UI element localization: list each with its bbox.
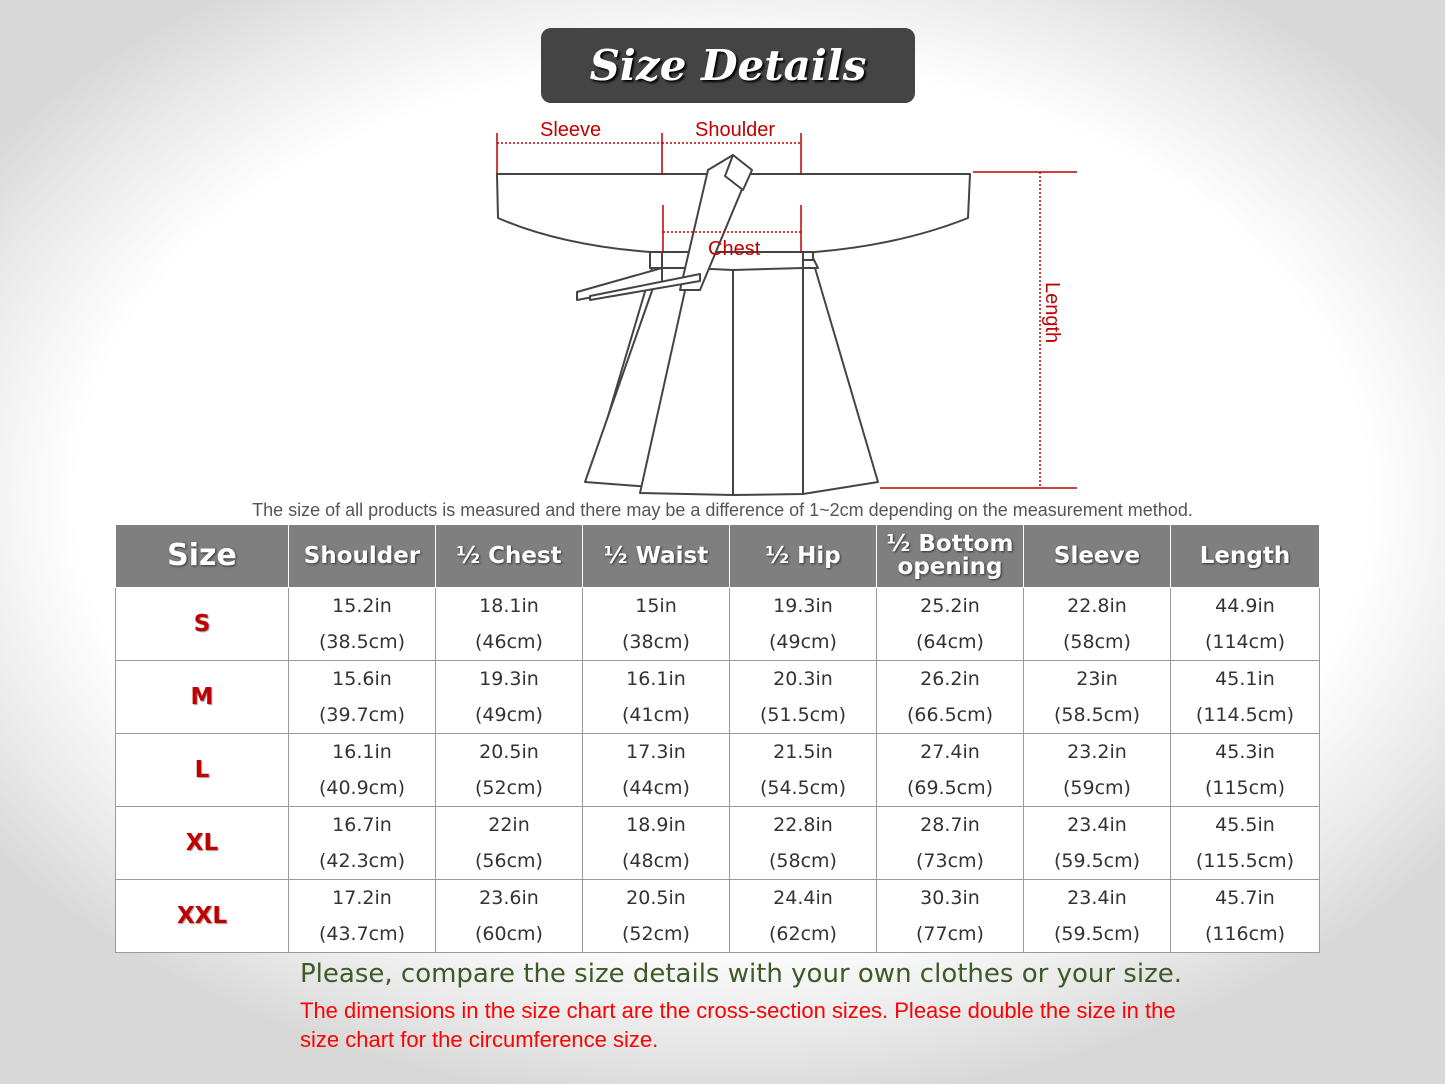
inch-value: 22.8in bbox=[1067, 595, 1127, 617]
dimension-note: The dimensions in the size chart are the cross-section sizes. Please double the size in the size chart for the circumference size. bbox=[300, 998, 1176, 1052]
cm-value: (48cm) bbox=[622, 850, 690, 872]
header-half-waist: ½ Waist bbox=[583, 525, 730, 588]
measurement-cell bbox=[436, 661, 583, 734]
inch-value: 28.7in bbox=[920, 814, 980, 836]
cm-value: (46cm) bbox=[475, 631, 543, 653]
measurement-cell bbox=[289, 734, 436, 807]
measurement-cell bbox=[1024, 880, 1171, 953]
measurement-cell bbox=[289, 661, 436, 734]
inch-value: 23.4in bbox=[1067, 814, 1127, 836]
cm-value: (38cm) bbox=[622, 631, 690, 653]
header-half-chest: ½ Chest bbox=[436, 525, 583, 588]
inch-value: 45.7in bbox=[1215, 887, 1275, 909]
measurement-cell bbox=[583, 588, 730, 661]
inch-value: 45.1in bbox=[1215, 668, 1275, 690]
table-row bbox=[116, 880, 1320, 953]
measurement-cell bbox=[289, 807, 436, 880]
inch-value: 27.4in bbox=[920, 741, 980, 763]
cm-value: (40.9cm) bbox=[318, 777, 406, 799]
measurement-cell bbox=[730, 880, 877, 953]
inch-value: 21.5in bbox=[773, 741, 833, 763]
cm-value: (66.5cm) bbox=[906, 704, 994, 726]
table-body bbox=[116, 588, 1320, 953]
cm-value: (64cm) bbox=[916, 631, 984, 653]
cm-value: (58cm) bbox=[769, 850, 837, 872]
inch-value: 20.5in bbox=[626, 887, 686, 909]
measurement-cell bbox=[436, 880, 583, 953]
measurement-cell bbox=[436, 734, 583, 807]
inch-value: 15in bbox=[635, 595, 677, 617]
cm-value: (115cm) bbox=[1204, 777, 1286, 799]
header-length: Length bbox=[1171, 525, 1320, 588]
inch-value: 19.3in bbox=[773, 595, 833, 617]
measurement-cell bbox=[1171, 880, 1320, 953]
measurement-cell bbox=[1171, 661, 1320, 734]
inch-value: 45.3in bbox=[1215, 741, 1275, 763]
inch-value: 17.3in bbox=[626, 741, 686, 763]
inch-value: 23.4in bbox=[1067, 887, 1127, 909]
measurement-cell bbox=[730, 661, 877, 734]
header-bottom-line1: ½ Bottom bbox=[886, 531, 1014, 557]
cm-value: (52cm) bbox=[475, 777, 543, 799]
measurement-cell bbox=[877, 880, 1024, 953]
cm-value: (58.5cm) bbox=[1053, 704, 1141, 726]
measurement-cell bbox=[1024, 807, 1171, 880]
cm-value: (38.5cm) bbox=[318, 631, 406, 653]
header-size: Size bbox=[116, 525, 289, 588]
size-label-cell: S bbox=[116, 588, 289, 661]
inch-value: 20.3in bbox=[773, 668, 833, 690]
chest-label: Chest bbox=[708, 238, 761, 260]
sleeve-label: Sleeve bbox=[540, 119, 602, 141]
inch-value: 23.2in bbox=[1067, 741, 1127, 763]
inch-value: 19.3in bbox=[479, 668, 539, 690]
measurement-cell bbox=[289, 880, 436, 953]
cm-value: (43.7cm) bbox=[318, 923, 406, 945]
measurement-cell bbox=[289, 588, 436, 661]
inch-value: 23.6in bbox=[479, 887, 539, 909]
inch-value: 18.1in bbox=[479, 595, 539, 617]
measurement-cell bbox=[1024, 588, 1171, 661]
cm-value: (62cm) bbox=[769, 923, 837, 945]
cm-value: (77cm) bbox=[916, 923, 984, 945]
cm-value: (73cm) bbox=[916, 850, 984, 872]
cm-value: (41cm) bbox=[622, 704, 690, 726]
inch-value: 22.8in bbox=[773, 814, 833, 836]
inch-value: 45.5in bbox=[1215, 814, 1275, 836]
inch-value: 23in bbox=[1076, 668, 1118, 690]
cm-value: (69.5cm) bbox=[906, 777, 994, 799]
cm-value: (59cm) bbox=[1063, 777, 1131, 799]
cm-value: (59.5cm) bbox=[1053, 923, 1141, 945]
cm-value: (59.5cm) bbox=[1053, 850, 1141, 872]
measurement-cell bbox=[436, 807, 583, 880]
inch-value: 25.2in bbox=[920, 595, 980, 617]
inch-value: 18.9in bbox=[626, 814, 686, 836]
cm-value: (114cm) bbox=[1204, 631, 1286, 653]
cm-value: (115.5cm) bbox=[1195, 850, 1295, 872]
cm-value: (51.5cm) bbox=[759, 704, 847, 726]
measurement-cell bbox=[877, 734, 1024, 807]
compare-instruction: Please, compare the size details with your own clothes or your size. bbox=[300, 959, 1182, 989]
inch-value: 20.5in bbox=[479, 741, 539, 763]
cm-value: (60cm) bbox=[475, 923, 543, 945]
header-sleeve: Sleeve bbox=[1024, 525, 1171, 588]
inch-value: 30.3in bbox=[920, 887, 980, 909]
table-row bbox=[116, 807, 1320, 880]
size-chart-table bbox=[115, 524, 1320, 953]
measurement-cell bbox=[436, 588, 583, 661]
header-half-bottom-opening bbox=[877, 525, 1024, 588]
length-label: Length bbox=[1041, 282, 1063, 344]
measurement-note: The size of all products is measured and there may be a difference of 1~2cm depending on the measurement method. bbox=[252, 500, 1193, 520]
inch-value: 16.1in bbox=[332, 741, 392, 763]
inch-value: 22in bbox=[488, 814, 530, 836]
measurement-cell bbox=[877, 661, 1024, 734]
measurement-cell bbox=[1171, 807, 1320, 880]
inch-value: 44.9in bbox=[1215, 595, 1275, 617]
cm-value: (56cm) bbox=[475, 850, 543, 872]
measurement-cell bbox=[583, 807, 730, 880]
measurement-cell bbox=[1024, 661, 1171, 734]
inch-value: 26.2in bbox=[920, 668, 980, 690]
page-title: Size Details bbox=[589, 41, 867, 90]
inch-value: 24.4in bbox=[773, 887, 833, 909]
measurement-cell bbox=[1171, 734, 1320, 807]
cm-value: (54.5cm) bbox=[759, 777, 847, 799]
inch-value: 16.1in bbox=[626, 668, 686, 690]
cm-value: (58cm) bbox=[1063, 631, 1131, 653]
cm-value: (52cm) bbox=[622, 923, 690, 945]
header-shoulder: Shoulder bbox=[289, 525, 436, 588]
table-row bbox=[116, 588, 1320, 661]
measurement-cell bbox=[730, 588, 877, 661]
cm-value: (42.3cm) bbox=[318, 850, 406, 872]
measurement-cell bbox=[583, 661, 730, 734]
cm-value: (116cm) bbox=[1204, 923, 1286, 945]
cm-value: (39.7cm) bbox=[318, 704, 406, 726]
measurement-cell bbox=[730, 734, 877, 807]
size-label-cell: M bbox=[116, 661, 289, 734]
table-header-row bbox=[116, 525, 1320, 588]
table-row bbox=[116, 734, 1320, 807]
size-label-cell: XXL bbox=[116, 880, 289, 953]
inch-value: 15.2in bbox=[332, 595, 392, 617]
cm-value: (44cm) bbox=[622, 777, 690, 799]
cm-value: (114.5cm) bbox=[1195, 704, 1295, 726]
shoulder-label: Shoulder bbox=[695, 119, 776, 141]
measurement-cell bbox=[730, 807, 877, 880]
measurement-cell bbox=[877, 807, 1024, 880]
inch-value: 17.2in bbox=[332, 887, 392, 909]
garment-diagram bbox=[0, 0, 1445, 500]
inch-value: 15.6in bbox=[332, 668, 392, 690]
table-row bbox=[116, 661, 1320, 734]
size-label-cell: L bbox=[116, 734, 289, 807]
measurement-cell bbox=[583, 880, 730, 953]
measurement-cell bbox=[1171, 588, 1320, 661]
cm-value: (49cm) bbox=[769, 631, 837, 653]
cm-value: (49cm) bbox=[475, 704, 543, 726]
size-label-cell: XL bbox=[116, 807, 289, 880]
measurement-cell bbox=[1024, 734, 1171, 807]
measurement-cell bbox=[877, 588, 1024, 661]
header-bottom-line2: opening bbox=[897, 554, 1003, 580]
header-half-hip: ½ Hip bbox=[730, 525, 877, 588]
measurement-cell bbox=[583, 734, 730, 807]
inch-value: 16.7in bbox=[332, 814, 392, 836]
